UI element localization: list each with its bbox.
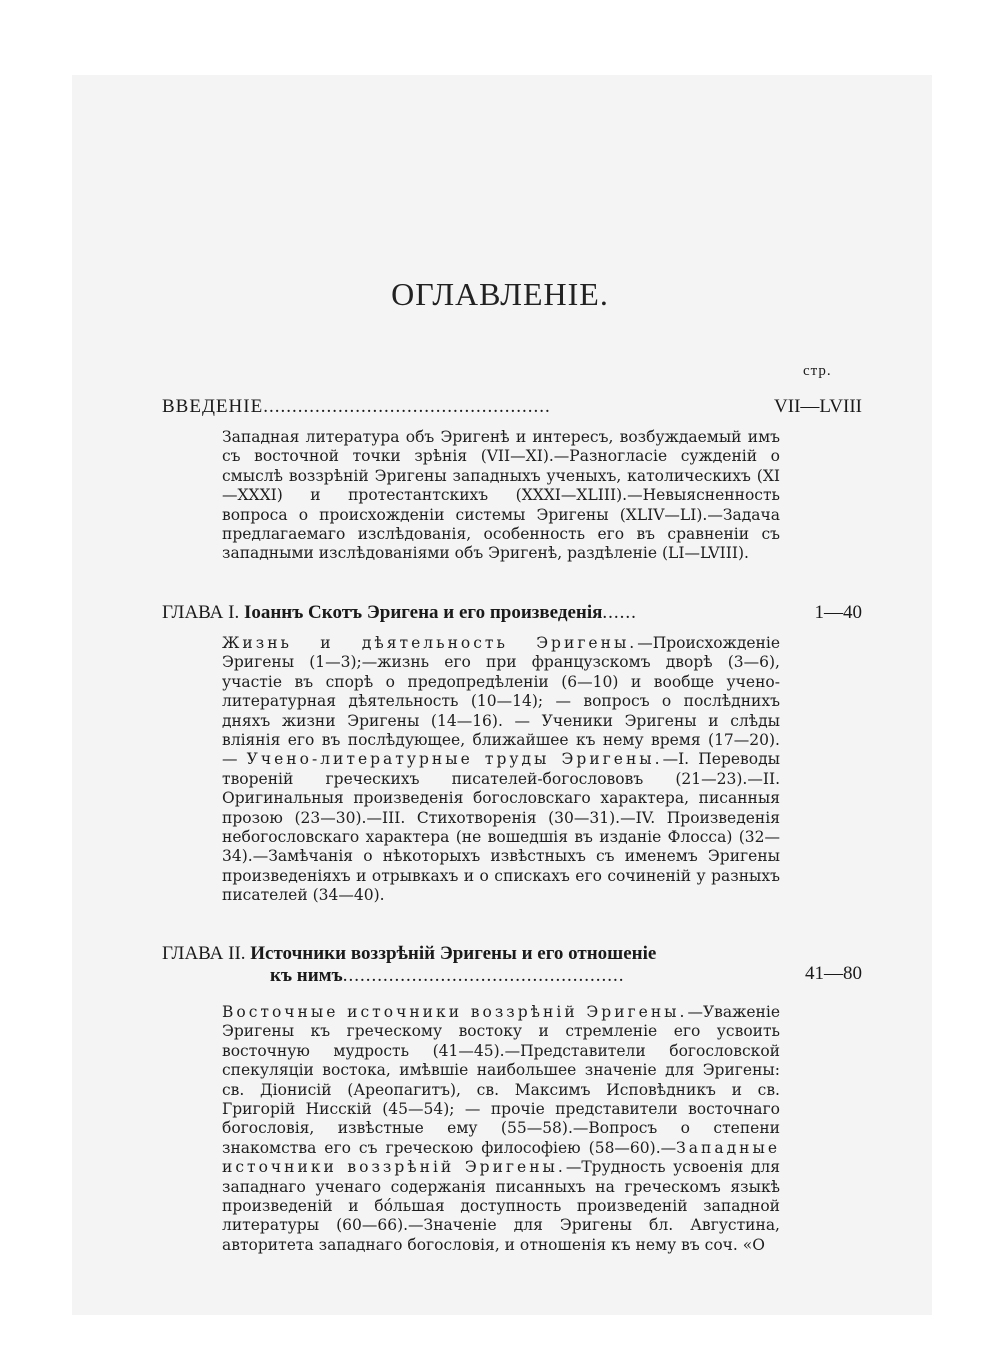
summary-lead: Учено-литературные труды Эригены. bbox=[246, 750, 663, 769]
page-title: ОГЛАВЛЕНІЕ. bbox=[391, 276, 609, 312]
toc-entry-pages: 41—80 bbox=[805, 963, 862, 984]
toc-entry-label: ГЛАВА I. bbox=[162, 602, 240, 623]
summary-text: Западная литература объ Эригенѣ и интересъ, возбуждаемый имъ съ восточной точки зрѣнія (VII—XI).—Разногласіе сужденій о смыслѣ воззрѣній Эригены западныхъ ученыхъ, католическихъ (XI—XXXI) и протестантскихъ (XXXI—XLIII).—Невыясненность вопроса о происхожденіи системы Эригены (XLIV—LI).—Задача предлагаемаго изслѣдованія, особенность его въ сравненіи съ западными изслѣдованіями объ Эригенѣ, раздѣленіе (LI—LVIII). bbox=[222, 428, 780, 563]
summary-lead: Жизнь и дѣятельность Эригены. bbox=[222, 634, 638, 652]
summary-text: —Трудность усвоенія для западнаго ученаго содержанія писанныхъ на греческомъ языкѣ произведеній и бóльшая доступность произведеній западной литературы (60—66).—Значеніе для Эригены бл. Августина, авторитета западнаго богословія, и отношенія къ нему въ соч. «О bbox=[222, 1158, 780, 1254]
toc-entry-heading: Источники воззрѣній Эригены и его отношеніе bbox=[250, 943, 657, 964]
summary-lead: Западные источники воззрѣній Эригены. bbox=[222, 1138, 780, 1177]
toc-entry-label: ГЛАВА II. bbox=[162, 943, 246, 964]
leader-dots: ...... bbox=[602, 602, 637, 623]
summary-text: —I. Переводы твореній греческихъ писателей-богослововъ (21—23).—II. Оригинальныя произведенія богословскаго характера, писанныя прозою (23—30).—III. Стихотворенія (30—31).—IV. Произведенія небогословскаго характера (не вошедшія въ изданіе Флосса) (32—34).—Замѣчанія о нѣкоторыхъ извѣстныхъ съ именемъ Эригены произведеніяхъ и отрывкахъ и о спискахъ его сочиненій у разныхъ писателей (34—40). bbox=[222, 750, 780, 905]
leader-dots: .................................................. bbox=[263, 396, 551, 417]
summary-text: —Уваженіе Эригены къ греческому востоку и стремленіе его усвоить восточную мудрость (41—45).—Представители богословской спекуляціи востока, имѣвшіе наибольшее значеніе для Эригены: св. Діонисій (Ареопагитъ), св. Максимъ Исповѣдникъ и св. Григорій Нисскій (45—54); — прочіе представители восточнаго богословія, извѣстные ему (55—58).—Вопросъ о степени знакомства его съ греческою философіею (58—60).— bbox=[222, 1003, 780, 1157]
toc-entry-summary bbox=[222, 428, 780, 564]
toc-entry-pages: 1—40 bbox=[814, 602, 862, 623]
toc-entry-label: ВВЕДЕНІЕ bbox=[162, 396, 264, 417]
summary-lead: Восточные источники воззрѣній Эригены. bbox=[222, 1003, 688, 1021]
toc-entry-heading-continued: къ нимъ bbox=[270, 965, 343, 986]
toc-entry-summary bbox=[222, 634, 780, 906]
toc-entry-pages: VII—LVIII bbox=[774, 396, 862, 417]
toc-entry-heading: Іоаннъ Скотъ Эригена и его произведенія bbox=[243, 602, 603, 623]
leader-dots: ................................................. bbox=[342, 965, 625, 986]
toc-entry-summary bbox=[222, 1003, 780, 1255]
toc-entry-introduction[interactable] bbox=[162, 396, 862, 418]
summary-text: —Происхожденіе Эригены (1—3);—жизнь его при французскомъ дворѣ (3—6), участіе въ спорѣ о предопредѣленіи (6—10) и вообще учено-литературная дѣятельность (10—14); — вопросъ о послѣднихъ дняхъ жизни Эригены (14—16). — Ученики Эригены и слѣды вліянія его въ послѣдующее, ближайшее къ нему время (17—20). — bbox=[222, 634, 780, 769]
toc-entry-chapter-1[interactable] bbox=[162, 602, 862, 624]
page-column-label: стр. bbox=[803, 363, 832, 379]
toc-entry-chapter-2[interactable] bbox=[162, 943, 862, 987]
